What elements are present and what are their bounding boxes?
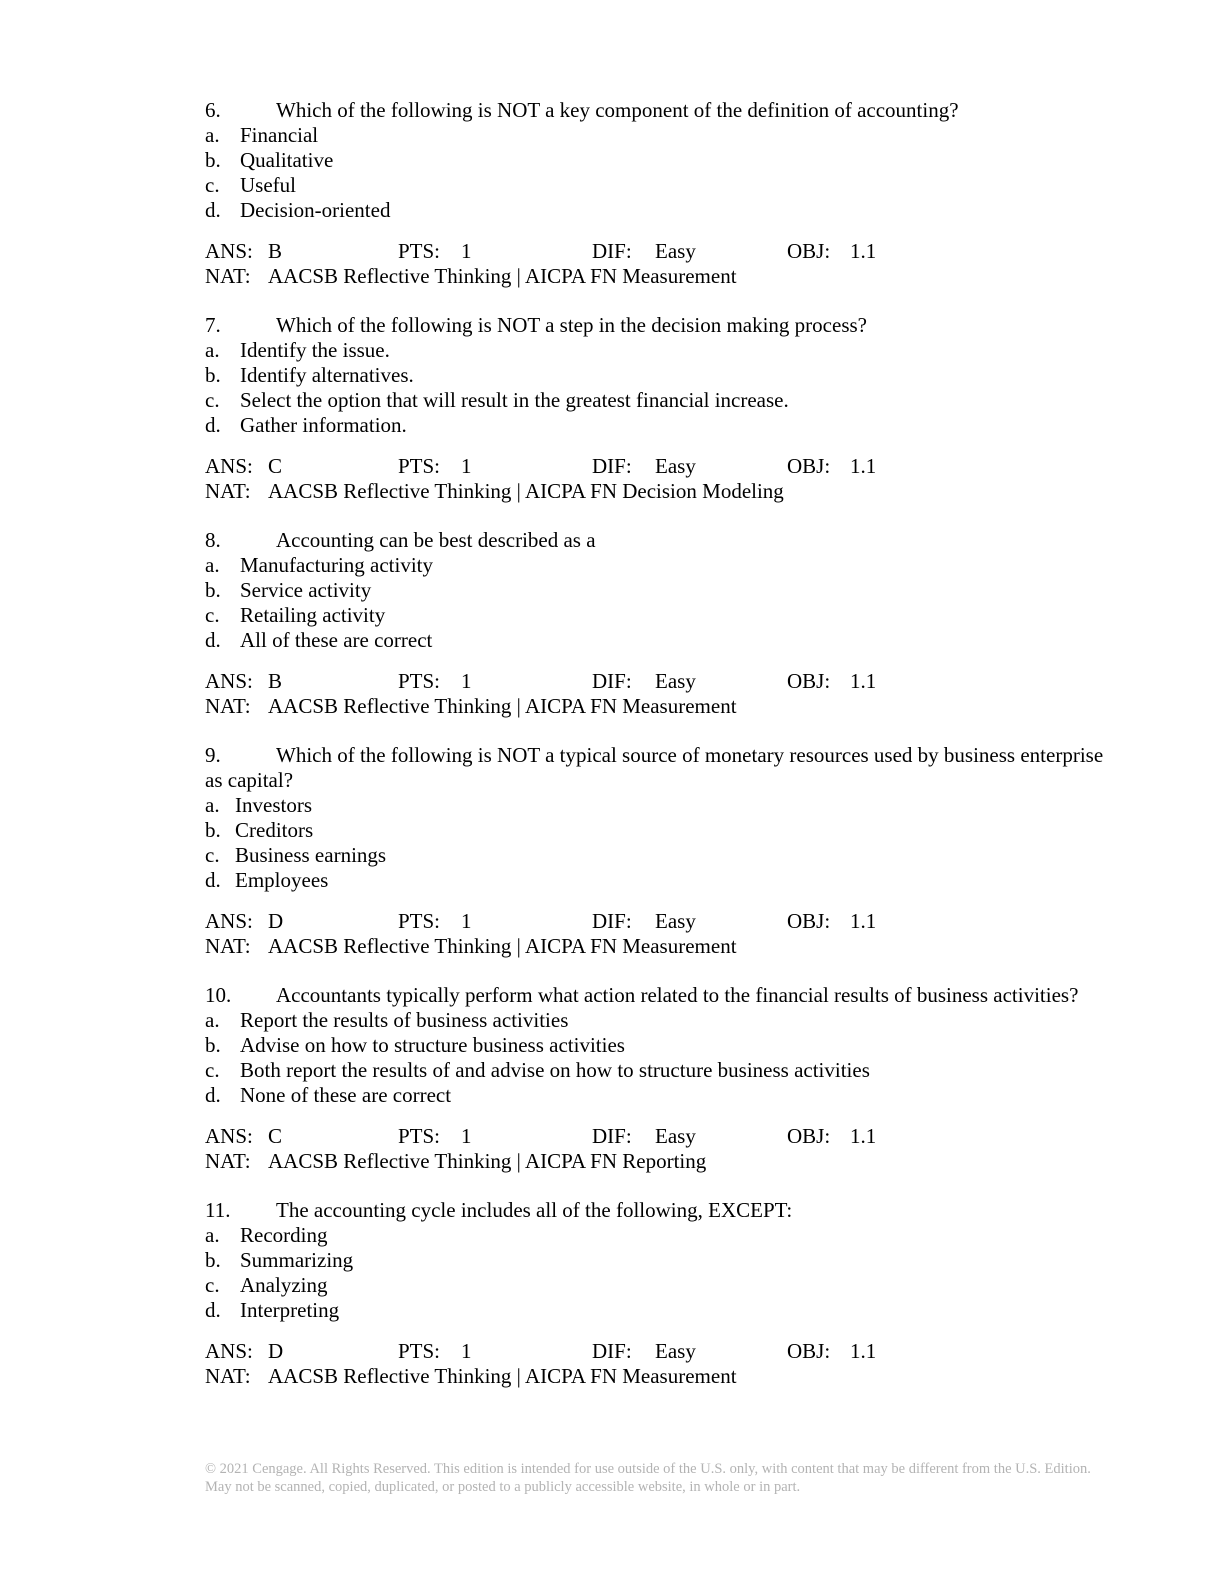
answer-option	[205, 843, 1105, 868]
option-text: Employees	[235, 868, 329, 892]
objective-value: 1.1	[850, 669, 877, 693]
nat-row	[205, 479, 1105, 504]
obj-label: OBJ:	[787, 909, 831, 933]
obj-label: OBJ:	[787, 1124, 831, 1148]
nat-value: AACSB Reflective Thinking | AICPA FN Reporting	[268, 1149, 707, 1173]
question-block	[205, 98, 1105, 289]
option-text: Financial	[240, 123, 319, 147]
dif-label: DIF:	[592, 909, 632, 933]
objective-value: 1.1	[850, 1124, 877, 1148]
option-text: Creditors	[235, 818, 314, 842]
answer-metadata	[205, 1339, 1105, 1389]
answer-value: D	[268, 1339, 284, 1363]
nat-value: AACSB Reflective Thinking | AICPA FN Measurement	[268, 264, 737, 288]
nat-row	[205, 1149, 1105, 1174]
answer-metadata	[205, 669, 1105, 719]
objective-value: 1.1	[850, 1339, 877, 1363]
question-number: 9.	[205, 743, 221, 767]
objective-value: 1.1	[850, 909, 877, 933]
obj-label: OBJ:	[787, 669, 831, 693]
option-letter: a.	[205, 338, 220, 362]
answer-option	[205, 1223, 1105, 1248]
option-text: Advise on how to structure business activities	[240, 1033, 625, 1057]
answer-row	[205, 1124, 1105, 1149]
ans-label: ANS:	[205, 1339, 253, 1363]
answer-option	[205, 1058, 1105, 1083]
pts-label: PTS:	[398, 909, 441, 933]
points-value: 1	[461, 1339, 472, 1363]
answer-value: D	[268, 909, 284, 933]
answer-row	[205, 239, 1105, 264]
dif-label: DIF:	[592, 1124, 632, 1148]
nat-label: NAT:	[205, 264, 251, 288]
answer-metadata	[205, 454, 1105, 504]
ans-label: ANS:	[205, 909, 253, 933]
pts-label: PTS:	[398, 1124, 441, 1148]
points-value: 1	[461, 454, 472, 478]
copyright-footer: © 2021 Cengage. All Rights Reserved. This edition is intended for use outside of the U.S. only, with content that may be different from the U.S. Edition. May not be scanned, copied, duplicated, or posted to a publicly accessible website, in whole or in part.	[205, 1461, 1091, 1495]
option-letter: c.	[205, 388, 220, 412]
objective-value: 1.1	[850, 239, 877, 263]
ans-label: ANS:	[205, 1124, 253, 1148]
question-text: The accounting cycle includes all of the following, EXCEPT:	[276, 1198, 793, 1222]
nat-label: NAT:	[205, 694, 251, 718]
difficulty-value: Easy	[655, 1124, 696, 1148]
option-text: Qualitative	[240, 148, 334, 172]
nat-label: NAT:	[205, 1149, 251, 1173]
option-letter: d.	[205, 413, 221, 437]
nat-value: AACSB Reflective Thinking | AICPA FN Measurement	[268, 694, 737, 718]
question-number: 10.	[205, 983, 232, 1007]
difficulty-value: Easy	[655, 454, 696, 478]
question-text: Accounting can be best described as a	[276, 528, 596, 552]
obj-label: OBJ:	[787, 454, 831, 478]
question-number: 8.	[205, 528, 221, 552]
dif-label: DIF:	[592, 454, 632, 478]
ans-label: ANS:	[205, 454, 253, 478]
points-value: 1	[461, 669, 472, 693]
option-letter: c.	[205, 1273, 220, 1297]
pts-label: PTS:	[398, 669, 441, 693]
answer-value: B	[268, 239, 283, 263]
answer-option	[205, 1083, 1105, 1108]
answer-option	[205, 338, 1105, 363]
answer-row	[205, 454, 1105, 479]
obj-label: OBJ:	[787, 239, 831, 263]
option-letter: b.	[205, 363, 221, 387]
answer-option	[205, 173, 1105, 198]
answer-option	[205, 578, 1105, 603]
answer-option	[205, 363, 1105, 388]
option-letter: b.	[205, 578, 221, 602]
answer-option	[205, 388, 1105, 413]
option-letter: c.	[205, 1058, 220, 1082]
answer-option	[205, 553, 1105, 578]
nat-row	[205, 934, 1105, 959]
answer-option	[205, 1298, 1105, 1323]
question-block	[205, 743, 1105, 959]
nat-label: NAT:	[205, 1364, 251, 1388]
answer-option	[205, 148, 1105, 173]
option-letter: d.	[205, 868, 221, 892]
answer-row	[205, 1339, 1105, 1364]
option-letter: b.	[205, 1248, 221, 1272]
option-letter: d.	[205, 1298, 221, 1322]
option-text: Retailing activity	[240, 603, 386, 627]
nat-row	[205, 694, 1105, 719]
difficulty-value: Easy	[655, 1339, 696, 1363]
option-text: Useful	[240, 173, 296, 197]
option-text: Business earnings	[235, 843, 387, 867]
difficulty-value: Easy	[655, 909, 696, 933]
answer-option	[205, 1008, 1105, 1033]
option-text: Investors	[235, 793, 312, 817]
answer-row	[205, 909, 1105, 934]
answer-value: B	[268, 669, 283, 693]
question-stem	[205, 1198, 1105, 1223]
points-value: 1	[461, 239, 472, 263]
ans-label: ANS:	[205, 669, 253, 693]
question-number: 6.	[205, 98, 221, 122]
option-text: All of these are correct	[240, 628, 433, 652]
option-letter: a.	[205, 1008, 220, 1032]
answer-metadata	[205, 239, 1105, 289]
answer-value: C	[268, 1124, 283, 1148]
pts-label: PTS:	[398, 454, 441, 478]
option-text: Decision-oriented	[240, 198, 391, 222]
option-letter: a.	[205, 1223, 220, 1247]
answer-option	[205, 1273, 1105, 1298]
question-stem	[205, 98, 1105, 123]
option-letter: d.	[205, 1083, 221, 1107]
option-letter: a.	[205, 123, 220, 147]
dif-label: DIF:	[592, 239, 632, 263]
points-value: 1	[461, 909, 472, 933]
option-letter: b.	[205, 1033, 221, 1057]
option-letter: c.	[205, 603, 220, 627]
option-letter: a.	[205, 553, 220, 577]
answer-option	[205, 1033, 1105, 1058]
pts-label: PTS:	[398, 239, 441, 263]
points-value: 1	[461, 1124, 472, 1148]
question-text: Accountants typically perform what action related to the financial results of business activities?	[276, 983, 1079, 1007]
option-text: Service activity	[240, 578, 372, 602]
ans-label: ANS:	[205, 239, 253, 263]
question-stem	[205, 528, 1105, 553]
pts-label: PTS:	[398, 1339, 441, 1363]
answer-value: C	[268, 454, 283, 478]
answer-option	[205, 868, 1105, 893]
dif-label: DIF:	[592, 669, 632, 693]
option-letter: a.	[205, 793, 220, 817]
question-block	[205, 313, 1105, 504]
option-letter: c.	[205, 843, 220, 867]
question-block	[205, 528, 1105, 719]
answer-option	[205, 818, 1105, 843]
option-text: Interpreting	[240, 1298, 340, 1322]
question-number: 11.	[205, 1198, 231, 1222]
answer-option	[205, 603, 1105, 628]
dif-label: DIF:	[592, 1339, 632, 1363]
option-text: None of these are correct	[240, 1083, 452, 1107]
nat-label: NAT:	[205, 479, 251, 503]
option-letter: d.	[205, 628, 221, 652]
question-stem	[205, 983, 1105, 1008]
option-text: Analyzing	[240, 1273, 328, 1297]
option-text: Recording	[240, 1223, 328, 1247]
option-text: Gather information.	[240, 413, 407, 437]
answer-option	[205, 628, 1105, 653]
question-text: Which of the following is NOT a step in the decision making process?	[276, 313, 867, 337]
nat-value: AACSB Reflective Thinking | AICPA FN Measurement	[268, 934, 737, 958]
question-block	[205, 983, 1105, 1174]
option-letter: b.	[205, 148, 221, 172]
nat-row	[205, 264, 1105, 289]
question-stem	[205, 743, 1105, 793]
question-text: Which of the following is NOT a key component of the definition of accounting?	[276, 98, 959, 122]
difficulty-value: Easy	[655, 669, 696, 693]
obj-label: OBJ:	[787, 1339, 831, 1363]
answer-option	[205, 123, 1105, 148]
objective-value: 1.1	[850, 454, 877, 478]
difficulty-value: Easy	[655, 239, 696, 263]
nat-row	[205, 1364, 1105, 1389]
answer-option	[205, 793, 1105, 818]
option-text: Summarizing	[240, 1248, 354, 1272]
answer-option	[205, 198, 1105, 223]
option-text: Both report the results of and advise on how to structure business activities	[240, 1058, 870, 1082]
option-letter: c.	[205, 173, 220, 197]
option-text: Manufacturing activity	[240, 553, 434, 577]
nat-label: NAT:	[205, 934, 251, 958]
question-stem	[205, 313, 1105, 338]
answer-metadata	[205, 1124, 1105, 1174]
option-text: Identify the issue.	[240, 338, 390, 362]
question-list	[205, 98, 1105, 1413]
answer-row	[205, 669, 1105, 694]
question-text: Which of the following is NOT a typical source of monetary resources used by business enterprise as capital?	[205, 743, 1104, 792]
option-letter: b.	[205, 818, 221, 842]
question-block	[205, 1198, 1105, 1389]
nat-value: AACSB Reflective Thinking | AICPA FN Measurement	[268, 1364, 737, 1388]
answer-metadata	[205, 909, 1105, 959]
answer-option	[205, 413, 1105, 438]
question-number: 7.	[205, 313, 221, 337]
option-letter: d.	[205, 198, 221, 222]
option-text: Identify alternatives.	[240, 363, 414, 387]
nat-value: AACSB Reflective Thinking | AICPA FN Decision Modeling	[268, 479, 784, 503]
option-text: Report the results of business activities	[240, 1008, 569, 1032]
answer-option	[205, 1248, 1105, 1273]
option-text: Select the option that will result in the greatest financial increase.	[240, 388, 789, 412]
